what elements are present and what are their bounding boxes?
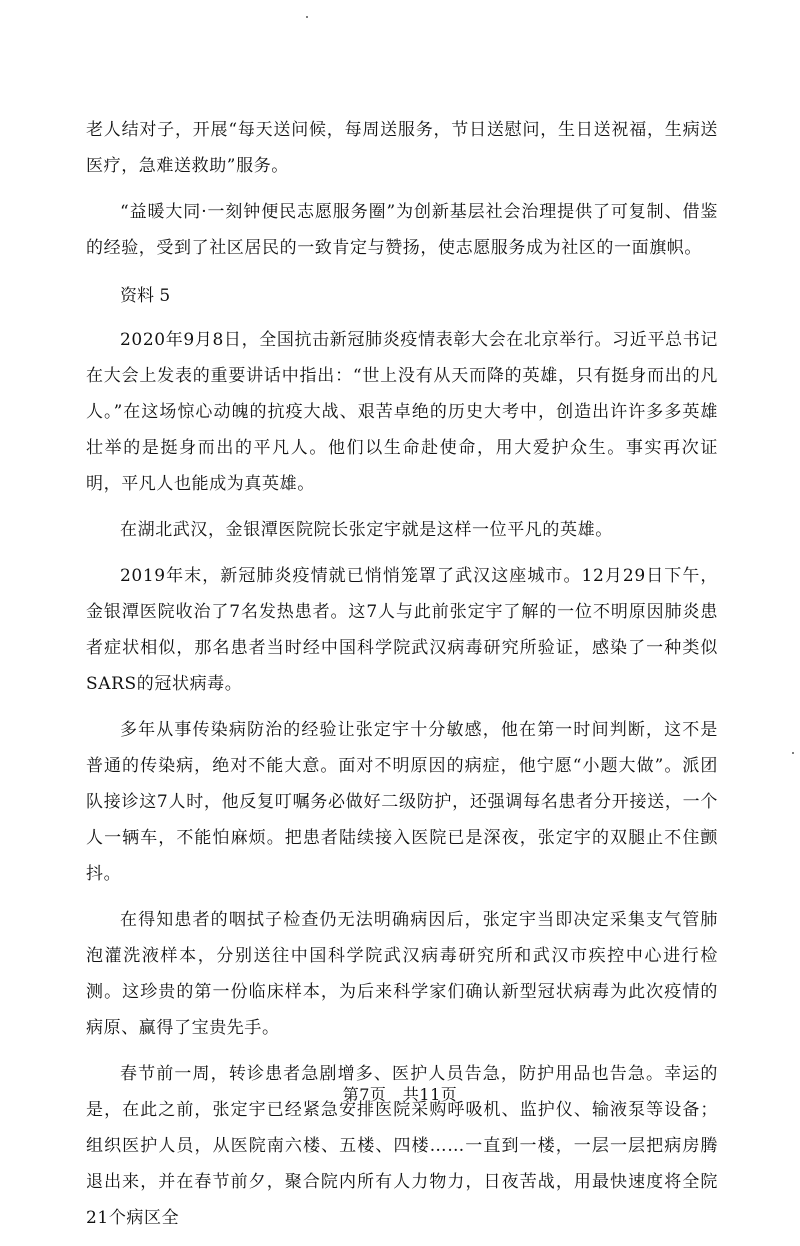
paragraph-zhang-dingyu-intro: 在湖北武汉，金银潭医院院长张定宇就是这样一位平凡的英雄。 xyxy=(120,520,613,540)
paragraph-spring-festival: 春节前一周，转诊患者急剧增多、医护人员告急，防护用品也告急。幸运的是，在此之前，张定宇已经紧急安排医院采购呼吸机、监护仪、输液泵等设备；组织医护人员，从医院南六楼、五楼、四楼……一直到一楼，一层一层把病房腾退出来，并在春节前夕，聚合院内所有人力物力，日夜苦战，用最快速度将全院21个病区全 xyxy=(86,1064,718,1228)
paragraph-volunteer-circle: “益暖大同·一刻钟便民志愿服务圈”为创新基层社会治理提供了可复制、借鉴的经验，受到了社区居民的一致肯定与赞扬，使志愿服务成为社区的一面旗帜。 xyxy=(86,202,718,258)
scan-speck xyxy=(792,752,794,754)
paragraph-continuation: 老人结对子，开展“每天送问候，每周送服务，节日送慰问，生日送祝福，生病送医疗，急难送救助”服务。 xyxy=(86,120,718,176)
paragraph-end-of-2019: 2019年末，新冠肺炎疫情就已悄悄笼罩了武汉这座城市。12月29日下午，金银潭医院收治了7名发热患者。这7人与此前张定宇了解的一位不明原因肺炎患者症状相似，那名患者当时经中国科学院武汉病毒研究所验证，感染了一种类似SARS的冠状病毒。 xyxy=(86,566,718,694)
page-footer: 第7页 共11页 xyxy=(342,1085,458,1104)
scan-speck xyxy=(306,16,308,18)
section-heading-material-5: 资料 5 xyxy=(120,286,171,306)
paragraph-sample-collection: 在得知患者的咽拭子检查仍无法明确病因后，张定宇当即决定采集支气管肺泡灌洗液样本，分别送往中国科学院武汉病毒研究所和武汉市疾控中心进行检测。这珍贵的第一份临床样本，为后来科学家们确认新型冠状病毒为此次疫情的病原、赢得了宝贵先手。 xyxy=(86,910,718,1038)
paragraph-commendation-meeting: 2020年9月8日，全国抗击新冠肺炎疫情表彰大会在北京举行。习近平总书记在大会上发表的重要讲话中指出：“世上没有从天而降的英雄，只有挺身而出的凡人。”在这场惊心动魄的抗疫大战、艰苦卓绝的历史大考中，创造出许许多多英雄壮举的是挺身而出的平凡人。他们以生命赴使命，用大爱护众生。事实再次证明，平凡人也能成为真英雄。 xyxy=(86,330,718,494)
document-body xyxy=(86,112,718,1246)
paragraph-experience-judgment: 多年从事传染病防治的经验让张定宇十分敏感，他在第一时间判断，这不是普通的传染病，绝对不能大意。面对不明原因的病症，他宁愿“小题大做”。派团队接诊这7人时，他反复叮嘱务必做好二级防护，还强调每名患者分开接送，一个人一辆车，不能怕麻烦。把患者陆续接入医院已是深夜，张定宇的双腿止不住颤抖。 xyxy=(86,720,718,884)
